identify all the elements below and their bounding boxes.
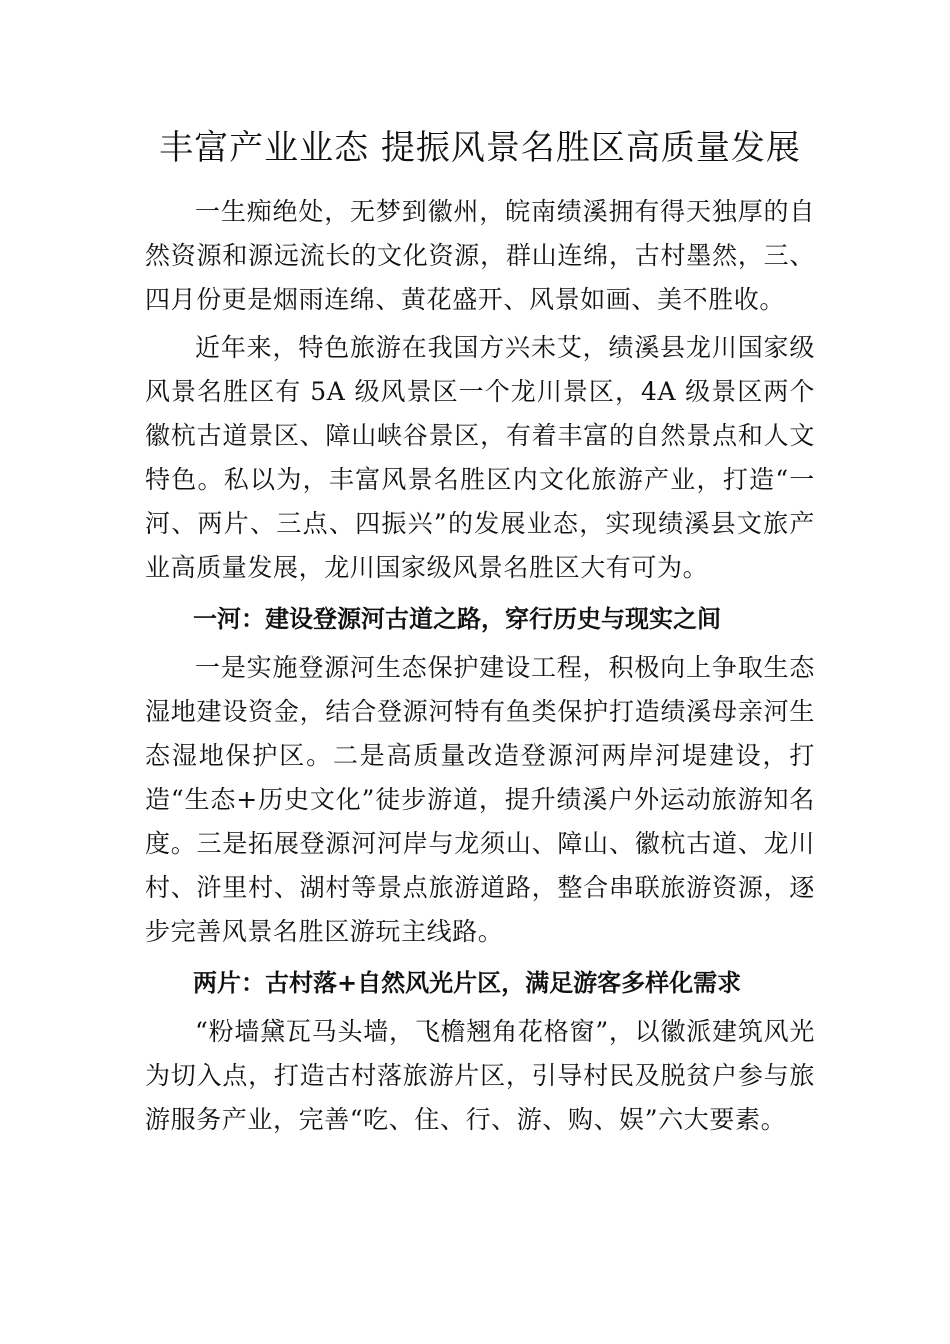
document-title: 丰富产业业态 提振风景名胜区高质量发展	[159, 128, 801, 168]
document-page	[145, 120, 815, 1146]
section-paragraph-liangpian: “粉墙黛瓦马头墙，飞檐翘角花格窗”，以徽派建筑风光为切入点，打造古村落旅游片区，引导村民及脱贫户参与旅游服务产业，完善“吃、住、行、游、购、娱”六大要素。	[145, 1017, 815, 1134]
section-paragraph-yihe: 一是实施登源河生态保护建设工程，积极向上争取生态湿地建设资金，结合登源河特有鱼类保护打造绩溪母亲河生态湿地保护区。二是高质量改造登源河两岸河堤建设，打造“生态+历史文化”徒步游道，提升绩溪户外运动旅游知名 度。三是拓展登源河河岸与龙须山、障山、徽杭古道、龙川村、浒里村、湖村等景点旅游道路，整合串联旅游资源，逐步完善风景名胜区游玩主线路。	[145, 653, 815, 946]
section-heading-yihe: 一河：建设登源河古道之路，穿行历史与现实之间	[193, 605, 721, 633]
intro-paragraph-1: 一生痴绝处，无梦到徽州，皖南绩溪拥有得天独厚的自然资源和源远流长的文化资源，群山连绵，古村墨然，三、 四月份更是烟雨连绵、黄花盛开、风景如画、美不胜收。	[145, 197, 815, 314]
intro-paragraph-2: 近年来，特色旅游在我国方兴未艾，绩溪县龙川国家级风景名胜区有 5A 级风景区一个龙川景区，4A 级景区两个徽杭古道景区、障山峡谷景区，有着丰富的自然景点和人文特色。私以为，丰富风景名胜区内文化旅游产业，打造“一河、两片、三点、四振兴”的发展业态，实现绩溪县文旅产业高质量发展，龙川国家级风景名胜区大有可为。	[145, 333, 815, 582]
section-heading-liangpian: 两片：古村落+自然风光片区，满足游客多样化需求	[193, 969, 742, 997]
